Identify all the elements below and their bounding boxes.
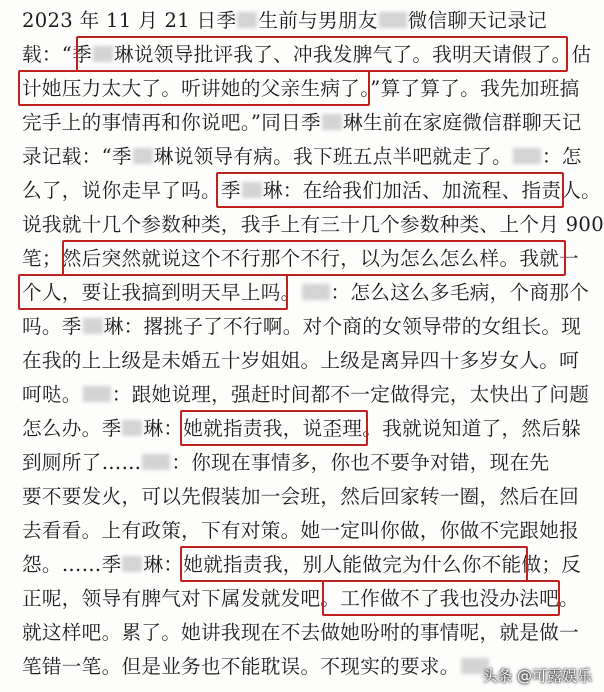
text-line (22, 4, 590, 38)
text-segment: 琳说领导有病。我下班五点半吧就走了。 (153, 145, 512, 168)
redacted-name (322, 114, 342, 130)
text-segment: 2023 年 11 月 21 日季 (22, 9, 237, 32)
redacted-name (237, 12, 257, 28)
text-segment: 琳生前在家庭微信群聊天记 (342, 111, 582, 134)
text-segment: 完手上的事情再和你说吧。”同日季 (22, 111, 321, 134)
text-line (22, 140, 590, 174)
text-segment: 个人，要让我搞到明天早上吗。 (22, 281, 301, 304)
text-segment: 么了，说你走早了吗。季 (22, 179, 241, 202)
redacted-name (122, 556, 142, 572)
redacted-name (133, 148, 153, 164)
redacted-name (142, 454, 170, 470)
text-segment: 录记载：“季 (22, 145, 132, 168)
text-line (22, 208, 604, 242)
text-segment: 说我就十几个参数种类，我手上有三十几个参数种类、上个月 900 (22, 213, 604, 236)
text-segment: ：你现在事情多，你也不要争对错，现在先 (171, 451, 550, 474)
redacted-name (83, 318, 103, 334)
text-segment: 要不要发火，可以先假装加一会班，然后回家转一圈，然后在回 (22, 485, 580, 508)
text-line (22, 174, 602, 208)
redacted-name (513, 148, 541, 164)
text-segment: 生前与男朋友 (258, 9, 378, 32)
text-line (22, 514, 590, 548)
text-segment: 就这样吧。累了。她讲我现在不去做她吩咐的事情呢，就是做一 (22, 621, 580, 644)
redacted-name (379, 12, 407, 28)
redacted-name (83, 386, 111, 402)
text-line (22, 72, 590, 106)
text-line (22, 616, 590, 650)
text-line (22, 242, 590, 276)
text-line (22, 276, 590, 310)
text-segment: 怎么办。季 (22, 417, 122, 440)
text-segment: 笔；然后突然就说这个不行那个不行，以为怎么怎么样。我就一 (22, 247, 580, 270)
text-segment: 计她压力太大了。听讲她的父亲生病了。”算了算了。我先加班搞 (22, 77, 580, 100)
text-segment: 微信聊天记录记 (407, 9, 547, 32)
text-segment: 琳：她就指责我，说歪理。我就说知道了，然后躲 (143, 417, 582, 440)
text-line (22, 548, 590, 582)
text-segment: 呵哒。 (22, 383, 82, 406)
redacted-name (122, 420, 142, 436)
text-segment: 正呢，领导有脾气对下属发就发吧。工作做不了我也没办法吧。 (22, 587, 580, 610)
text-line (22, 582, 590, 616)
text-line (22, 446, 590, 480)
text-segment: 去看看。上有政策，下有对策。她一定叫你做，你做不完跟她报 (22, 519, 580, 542)
text-line (22, 378, 590, 412)
text-segment: 琳：在给我们加活、加流程、指责人。 (262, 179, 602, 202)
redacted-name (242, 182, 262, 198)
text-line (22, 412, 590, 446)
text-line (22, 310, 590, 344)
text-segment: 琳：撂挑子了不行啊。对个商的女领导带的女组长。现 (103, 315, 582, 338)
text-segment: 在我的上上级是未婚五十岁姐姐。上级是离异四十多岁女人。呵 (22, 349, 580, 372)
redacted-name (302, 284, 330, 300)
text-segment: ：跟她说理，强赶时间都不一定做得完，太快出了问题 (111, 383, 590, 406)
text-segment: 到厕所了…… (22, 451, 142, 474)
text-segment: 载：“季 (22, 43, 92, 66)
text-line (22, 106, 590, 140)
text-line (22, 344, 590, 378)
watermark: 头条 @可露娱乐 (482, 667, 592, 685)
text-line (22, 38, 590, 72)
text-segment: ：怎 (541, 145, 582, 168)
text-segment: 笔错一笔。但是业务也不能耽误。不现实的要求。 (22, 655, 460, 678)
redacted-name (93, 46, 113, 62)
text-segment: 怨。……季 (22, 553, 122, 576)
text-segment: 吗。季 (22, 315, 82, 338)
text-segment: 琳说领导批评我了、冲我发脾气了。我明天请假了。估 (114, 43, 592, 66)
text-segment: ：怎么这么多毛病，个商那个 (330, 281, 590, 304)
text-line (22, 480, 590, 514)
text-segment: 琳：她就指责我，别人能做完为什么你不能做；反 (143, 553, 582, 576)
